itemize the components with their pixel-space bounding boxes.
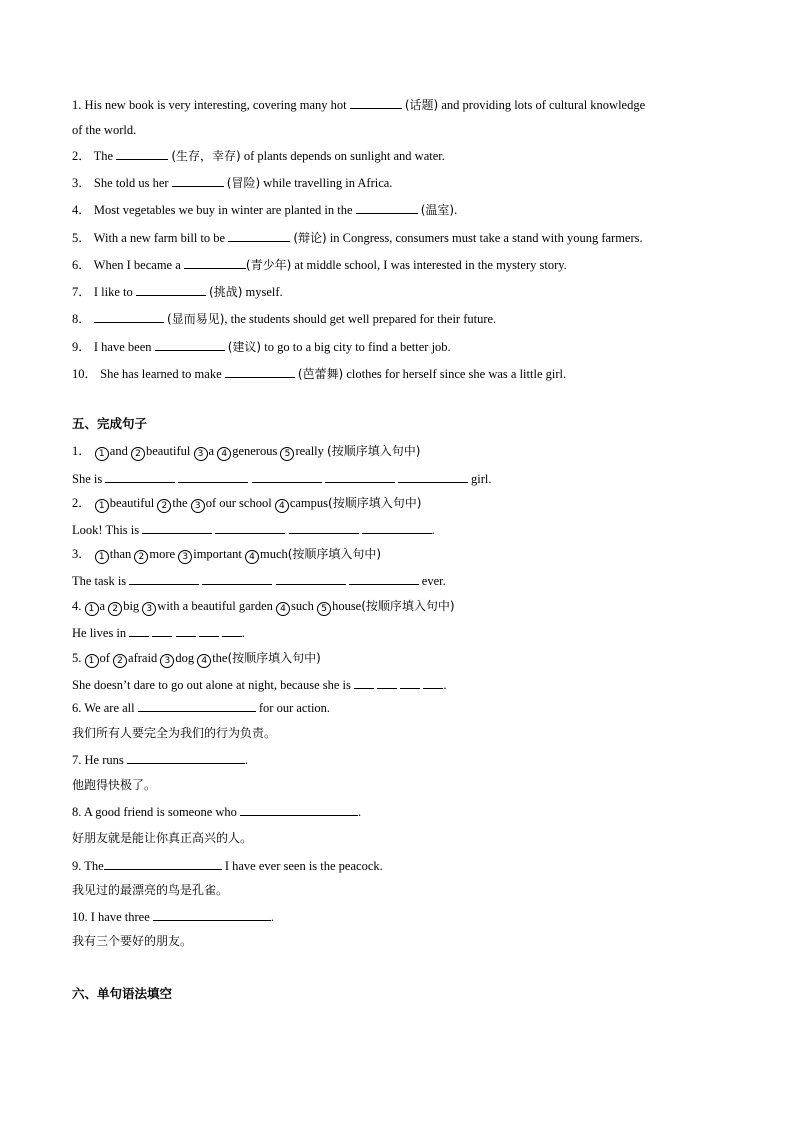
text-segment: She told us her <box>93 176 169 190</box>
text-segment: 1． <box>72 444 91 458</box>
text-segment: dog <box>175 651 195 665</box>
text-segment: (建议) <box>227 340 262 354</box>
option-number-badge: 1 <box>85 602 99 616</box>
p5-q8-translation: 好朋友就是能让你真正高兴的人。 <box>72 831 253 845</box>
blank[interactable] <box>356 201 418 214</box>
blank[interactable] <box>199 624 219 637</box>
text-segment: (辩论) <box>293 231 327 245</box>
p4-q8 <box>72 310 496 327</box>
text-segment: She is <box>72 472 103 486</box>
text-segment: beautiful <box>109 496 155 510</box>
p4-q6 <box>72 256 567 273</box>
text-segment: Look! This is <box>72 523 140 537</box>
text-segment: . <box>431 523 435 537</box>
section-heading-5: 五、完成句子 <box>72 416 148 431</box>
text-segment: important <box>193 547 242 561</box>
p4-q1 <box>72 96 645 113</box>
text-segment: She doesn’t dare to go out alone at night, because she is <box>72 678 351 692</box>
p5-q7-translation: 他跑得快极了。 <box>72 778 157 792</box>
option-number-badge: 3 <box>142 602 156 616</box>
text-segment: big <box>123 599 140 613</box>
text-segment: (话题) <box>404 98 439 112</box>
text-segment: He lives in <box>72 626 127 640</box>
p5-q3-sentence <box>72 572 446 589</box>
text-segment: generous <box>232 444 278 458</box>
blank[interactable] <box>136 283 206 296</box>
text-segment: When I became a <box>93 258 181 272</box>
p5-q4-sentence <box>72 624 245 641</box>
blank[interactable] <box>276 572 346 585</box>
text-segment: Most vegetables we buy in winter are planted in the <box>93 203 353 217</box>
option-number-badge: 5 <box>317 602 331 616</box>
text-segment: (按顺序填入句中) <box>327 444 421 458</box>
option-number-badge: 2 <box>134 550 148 564</box>
text-segment: the <box>212 651 228 665</box>
text-segment: I have ever seen is the peacock. <box>224 859 383 873</box>
text-segment: . <box>454 203 458 217</box>
text-segment: 2． <box>72 149 91 163</box>
option-number-badge: 4 <box>197 654 211 668</box>
p5-q5-options <box>72 650 321 668</box>
text-segment: than <box>109 547 132 561</box>
text-segment: ever. <box>421 574 446 588</box>
text-segment: She has learned to make <box>100 367 222 381</box>
text-segment: (挑战) <box>209 285 243 299</box>
option-number-badge: 5 <box>280 447 294 461</box>
option-number-badge: 2 <box>113 654 127 668</box>
option-number-badge: 3 <box>191 499 205 513</box>
text-segment: girl. <box>470 472 492 486</box>
text-segment: at middle school, I was interested in the mystery story. <box>294 258 567 272</box>
text-segment: 8． <box>72 312 91 326</box>
blank[interactable] <box>349 572 419 585</box>
text-segment: 5． <box>72 231 91 245</box>
blank[interactable] <box>105 470 175 483</box>
text-segment: (显而易见) <box>167 312 225 326</box>
text-segment: a <box>99 599 106 613</box>
p5-q3-options <box>72 546 381 564</box>
text-segment: 8. <box>72 805 82 819</box>
p5-q7 <box>72 751 248 768</box>
blank[interactable] <box>222 624 242 637</box>
blank[interactable] <box>172 174 224 187</box>
p4-q2 <box>72 147 445 164</box>
blank[interactable] <box>155 338 225 351</box>
p5-q10-translation: 我有三个要好的朋友。 <box>72 934 193 948</box>
text-segment: (冒险) <box>226 176 261 190</box>
text-segment: We are all <box>84 701 135 715</box>
text-segment: with a beautiful garden <box>157 599 273 613</box>
p5-q8 <box>72 803 361 820</box>
text-segment: (青少年) <box>245 258 292 272</box>
text-segment: 6. <box>72 701 82 715</box>
text-segment: really <box>295 444 324 458</box>
text-segment: myself. <box>245 285 283 299</box>
section-heading-6: 六、单句语法填空 <box>72 986 173 1001</box>
text-segment: for our action. <box>258 701 331 715</box>
text-segment: . <box>358 805 362 819</box>
text-segment: A good friend is someone who <box>83 805 237 819</box>
blank[interactable] <box>228 229 290 242</box>
p5-q6 <box>72 699 330 716</box>
text-segment: (按顺序填入句中) <box>361 599 455 613</box>
text-segment: of our school <box>205 496 272 510</box>
blank[interactable] <box>127 751 245 764</box>
text-segment: He runs <box>84 753 124 767</box>
text-segment: beautiful <box>145 444 191 458</box>
blank[interactable] <box>129 572 199 585</box>
text-segment: . <box>443 678 447 692</box>
blank[interactable] <box>116 147 168 160</box>
option-number-badge: 1 <box>95 447 109 461</box>
text-segment: (按顺序填入句中) <box>328 496 422 510</box>
blank[interactable] <box>129 624 149 637</box>
blank[interactable] <box>400 676 420 689</box>
p5-q9-translation: 我见过的最漂亮的鸟是孔雀。 <box>72 883 229 897</box>
blank[interactable] <box>398 470 468 483</box>
text-segment: (温室) <box>420 203 455 217</box>
text-segment: (按顺序填入句中) <box>287 547 382 561</box>
text-segment: I have three <box>90 910 150 924</box>
blank[interactable] <box>104 857 222 870</box>
text-segment: campus <box>289 496 329 510</box>
blank[interactable] <box>350 96 402 109</box>
blank[interactable] <box>202 572 272 585</box>
p4-q9 <box>72 338 451 355</box>
p5-q6-translation: 我们所有人要完全为我们的行为负责。 <box>72 726 277 740</box>
text-segment: clothes for herself since she was a little girl. <box>346 367 567 381</box>
option-number-badge: 3 <box>194 447 208 461</box>
text-segment: to go to a big city to find a better job. <box>264 340 451 354</box>
text-segment: in Congress, consumers must take a stand with young farmers. <box>329 231 643 245</box>
option-number-badge: 2 <box>157 499 171 513</box>
p4-q5 <box>72 229 643 246</box>
text-segment: 9. <box>72 859 82 873</box>
option-number-badge: 1 <box>85 654 99 668</box>
blank[interactable] <box>184 256 246 269</box>
blank[interactable] <box>240 803 358 816</box>
p5-q2-options <box>72 495 421 513</box>
blank[interactable] <box>153 908 271 921</box>
text-segment: With a new farm bill to be <box>93 231 226 245</box>
text-segment: I like to <box>93 285 133 299</box>
text-segment: 5. <box>72 651 82 665</box>
text-segment: 1. <box>72 98 82 112</box>
blank[interactable] <box>225 365 295 378</box>
text-segment: of plants depends on sunlight and water. <box>243 149 445 163</box>
text-segment: while travelling in Africa. <box>263 176 393 190</box>
text-segment: 10． <box>72 367 98 381</box>
p5-q1-sentence <box>72 470 491 487</box>
p5-q4-options <box>72 598 455 616</box>
text-segment: 7. <box>72 753 82 767</box>
text-segment: The <box>93 149 114 163</box>
text-segment: 10. <box>72 910 88 924</box>
text-segment: , the students should get well prepared for their future. <box>224 312 497 326</box>
text-segment: the <box>172 496 188 510</box>
text-segment: 2． <box>72 496 91 510</box>
p4-q4 <box>72 201 457 218</box>
blank[interactable] <box>377 676 397 689</box>
text-segment: (按顺序填入句中) <box>227 651 321 665</box>
option-number-badge: 4 <box>217 447 231 461</box>
text-segment: The <box>84 859 104 873</box>
option-number-badge: 4 <box>275 499 289 513</box>
option-number-badge: 4 <box>245 550 259 564</box>
p4-q10 <box>72 365 566 382</box>
text-segment: and providing lots of cultural knowledge <box>441 98 646 112</box>
text-segment: (生存，幸存) <box>171 149 241 163</box>
option-number-badge: 1 <box>95 499 109 513</box>
blank[interactable] <box>176 624 196 637</box>
text-segment: 7． <box>72 285 91 299</box>
blank[interactable] <box>362 521 432 534</box>
text-segment: 4． <box>72 203 91 217</box>
blank[interactable] <box>138 699 256 712</box>
p5-q10 <box>72 908 274 925</box>
text-segment: more <box>149 547 176 561</box>
text-segment: afraid <box>128 651 158 665</box>
text-segment: . <box>244 753 248 767</box>
blank[interactable] <box>354 676 374 689</box>
blank[interactable] <box>152 624 172 637</box>
p5-q1-options <box>72 443 420 461</box>
text-segment: The task is <box>72 574 127 588</box>
text-segment: house <box>332 599 362 613</box>
p4-q1-cont: of the world. <box>72 123 137 137</box>
text-segment: a <box>208 444 215 458</box>
text-segment: and <box>109 444 128 458</box>
blank[interactable] <box>252 470 322 483</box>
text-segment: such <box>291 599 314 613</box>
text-segment: 6． <box>72 258 91 272</box>
text-segment: much <box>259 547 288 561</box>
option-number-badge: 4 <box>276 602 290 616</box>
blank[interactable] <box>423 676 443 689</box>
option-number-badge: 1 <box>95 550 109 564</box>
blank[interactable] <box>94 310 164 323</box>
text-segment: . <box>241 626 245 640</box>
text-segment: 4. <box>72 599 82 613</box>
blank[interactable] <box>289 521 359 534</box>
blank[interactable] <box>215 521 285 534</box>
option-number-badge: 2 <box>108 602 122 616</box>
text-segment: 9． <box>72 340 91 354</box>
option-number-badge: 3 <box>160 654 174 668</box>
blank[interactable] <box>142 521 212 534</box>
p5-q9 <box>72 857 383 874</box>
blank[interactable] <box>325 470 395 483</box>
text-segment: 3． <box>72 176 91 190</box>
p4-q3 <box>72 174 392 191</box>
p5-q5-sentence <box>72 676 447 693</box>
text-segment: of <box>99 651 110 665</box>
option-number-badge: 2 <box>131 447 145 461</box>
text-segment: His new book is very interesting, covering many hot <box>84 98 347 112</box>
text-segment: I have been <box>93 340 152 354</box>
option-number-badge: 3 <box>178 550 192 564</box>
p4-q7 <box>72 283 283 300</box>
text-segment: 3． <box>72 547 91 561</box>
text-segment: . <box>270 910 274 924</box>
p5-q2-sentence <box>72 521 435 538</box>
text-segment: (芭蕾舞) <box>297 367 344 381</box>
blank[interactable] <box>178 470 248 483</box>
